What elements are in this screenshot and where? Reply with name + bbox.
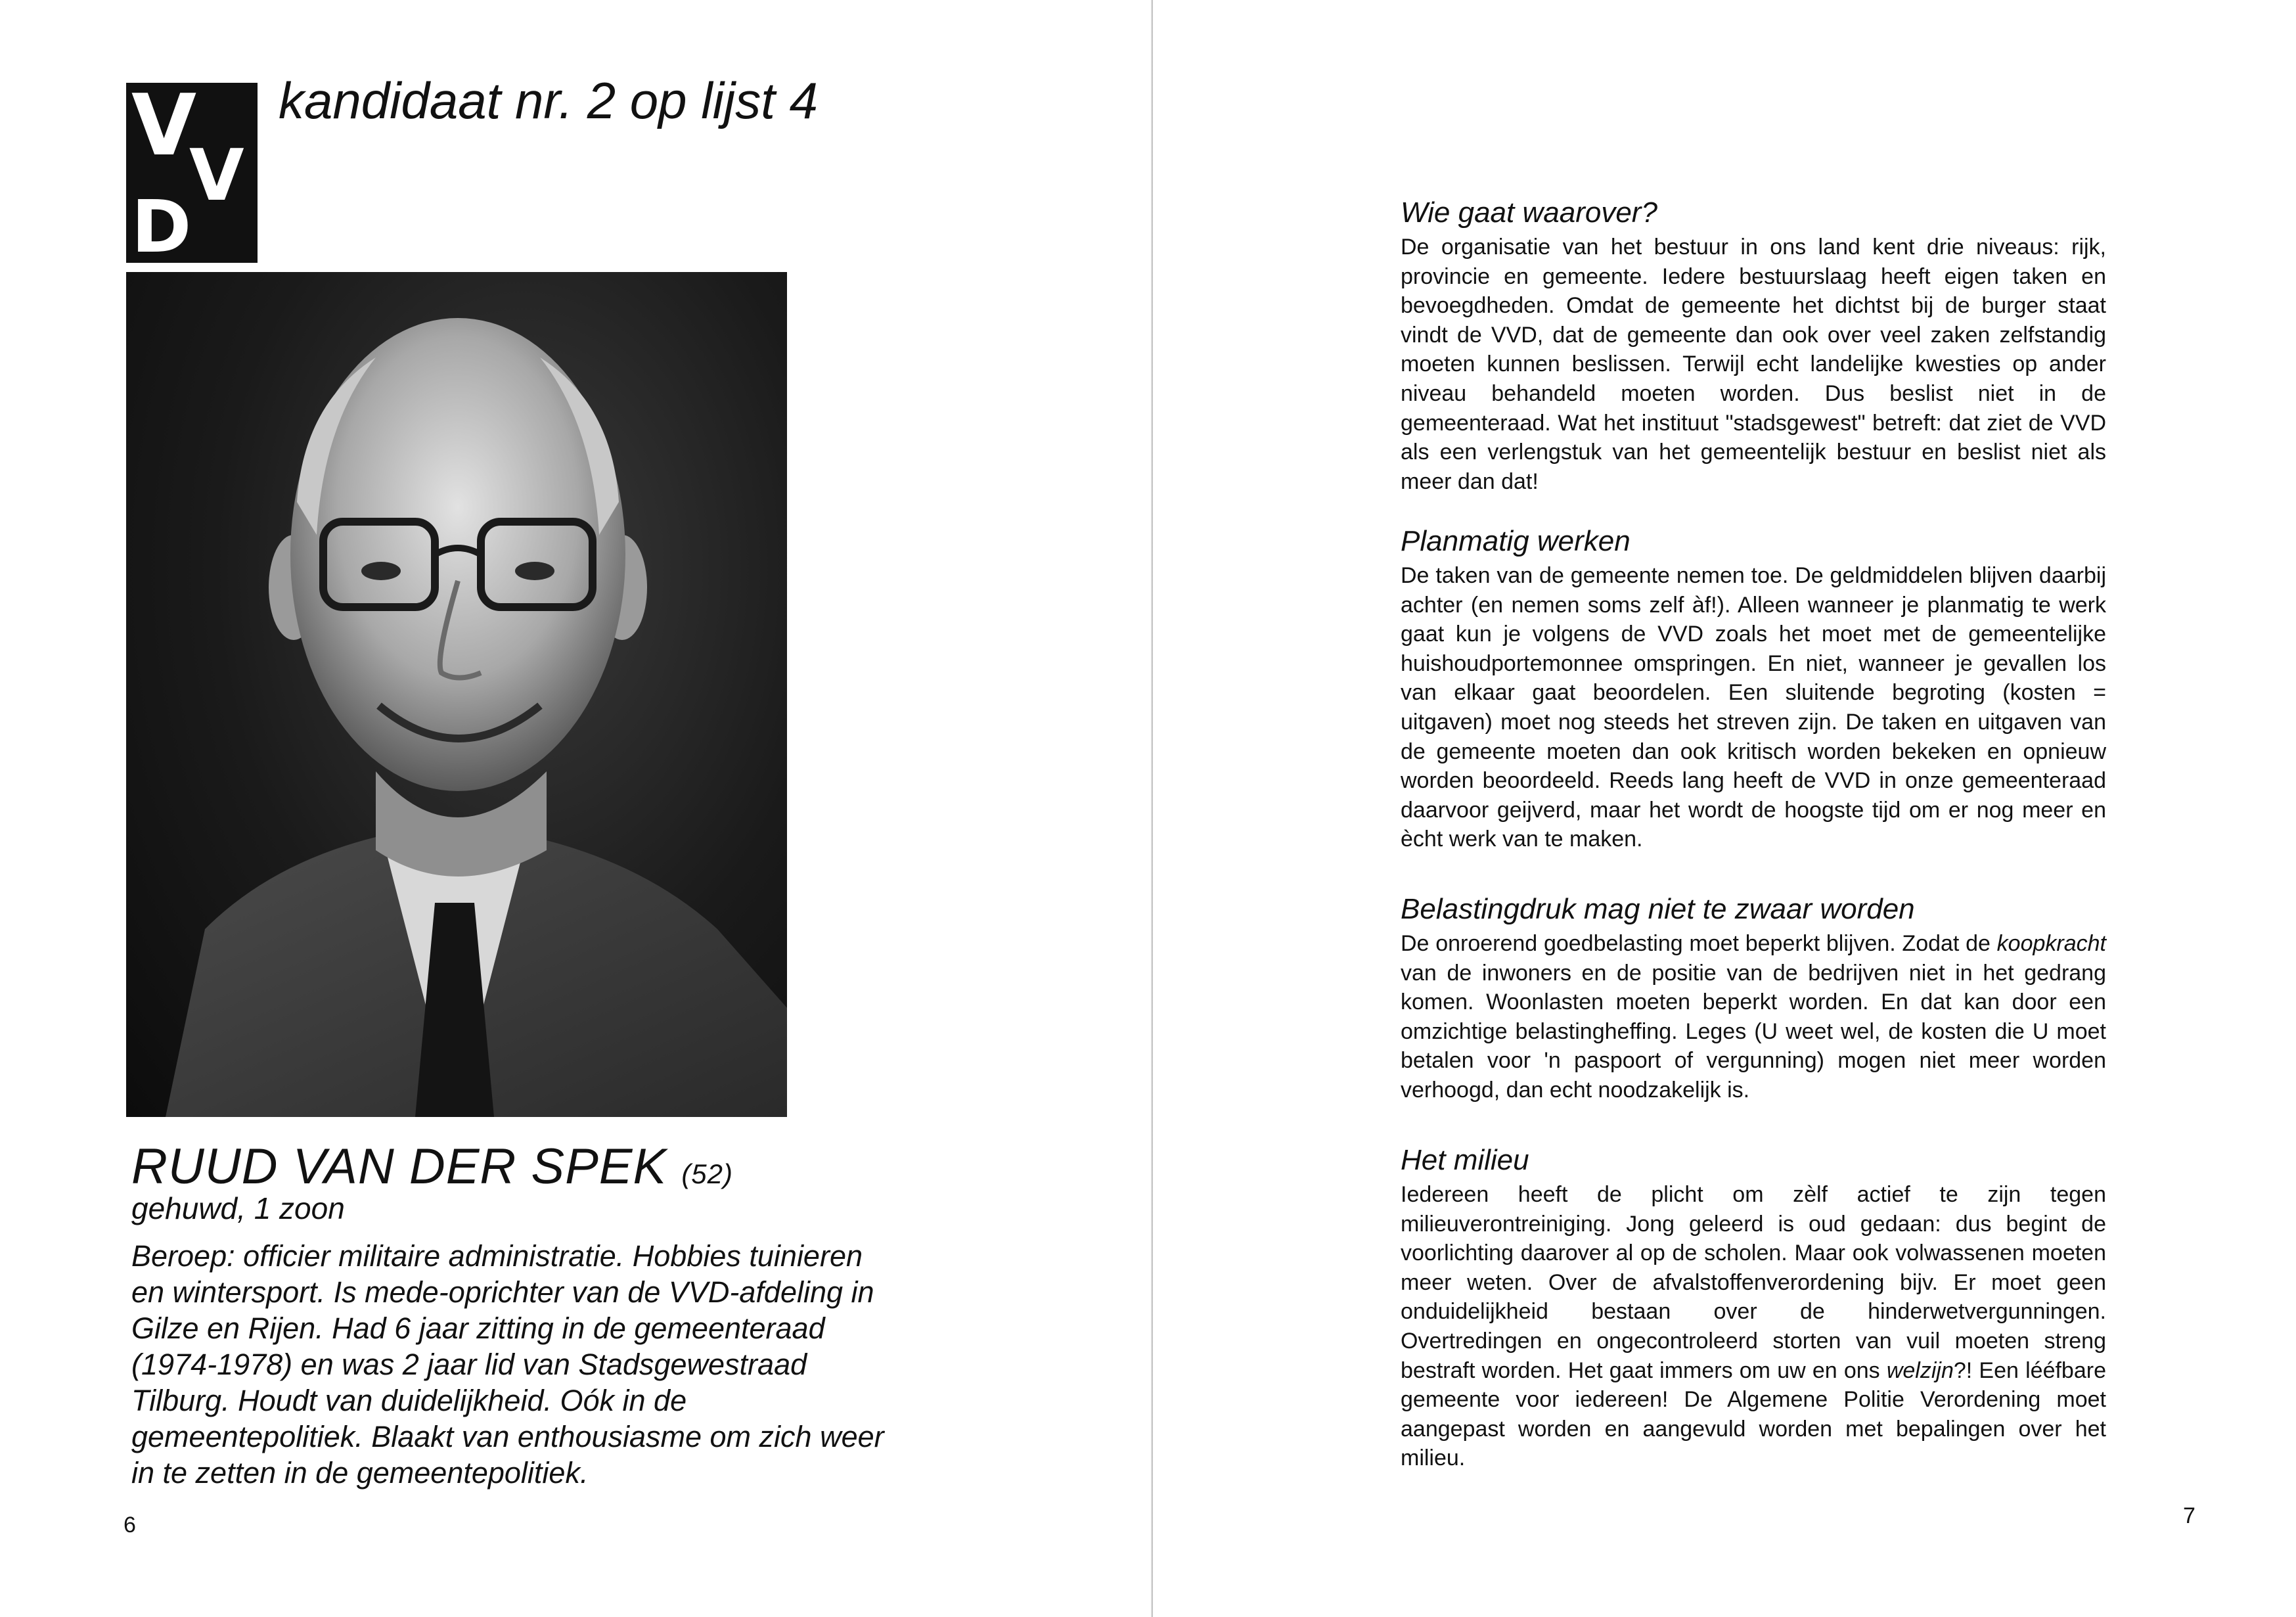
candidate-bio: Beroep: officier militaire administratie. Hobbies tuinieren en wintersport. Is mede-oprichter van de VVD-afdeling in Gilze en Rijen. Had 6 jaar zitting in de gemeenteraad (1974-1978) en was 2 jaar lid van Stadsgewestraad Tilburg. Houdt van duidelijkheid. Oók in de gemeentepolitiek. Blaakt van enthousiasme om zich weer in te zetten in de gemeentepolitiek. — [131, 1239, 884, 1490]
candidate-list-line: kandidaat nr. 2 op lijst 4 — [279, 72, 818, 129]
section-heading: Planmatig werken — [1401, 525, 1631, 557]
body-text: De onroerend goedbelasting moet beperkt blijven. Zodat de — [1401, 931, 1997, 956]
logo-letter: D — [131, 185, 192, 269]
page-number: 7 — [2183, 1503, 2195, 1528]
section-belastingdruk — [1401, 891, 2106, 1105]
body-text: ?! Een lééfbare gemeente voor iedereen! De Algemene Politie Verordening moet aangepast worden en aangevuld worden met bepalingen over het milieu. — [1401, 1357, 2106, 1471]
logo-letter: V — [189, 135, 244, 217]
page-number: 6 — [124, 1513, 136, 1537]
body-text: van de inwoners en de positie van de bedrijven niet in het gedrang komen. Woonlasten moeten beperkt worden. En dat kan door een omzichtige belastingheffing. Leges (U weet wel, de kosten die U moet betalen voor 'n paspoort of vergunning) mogen niet meer worden verhoogd, dan echt noodzakelijk is. — [1401, 960, 2106, 1103]
logo-letter: V — [131, 77, 197, 175]
section-heading: Belastingdruk mag niet te zwaar worden — [1401, 893, 1915, 925]
section-heading: Het milieu — [1401, 1144, 1529, 1176]
section-body — [1401, 1180, 2106, 1473]
section-heading: Wie gaat waarover? — [1401, 196, 1657, 229]
section-body — [1401, 929, 2106, 1105]
body-text: Iedereen heeft de plicht om zèlf actief te zijn tegen milieuverontreiniging. Jong geleerd is oud gedaan: dus begint de voorlichting daarover al op de scholen. Maar ook volwassenen moeten meer weten. Over de afvalstoffenverordening bijv. Er moet geen onduidelijkheid bestaan over de hinderwetvergunningen. Overtredingen en ongecontroleerd storten van vuil moeten streng bestraft worden. Het gaat immers om uw en ons — [1401, 1182, 2106, 1383]
section-body: De organisatie van het bestuur in ons land kent drie niveaus: rijk, provincie en gemeente. Iedere bestuurslaag heeft eigen taken en bevoegdheden. Omdat de gemeente het dichtst bij de burger staat vindt de VVD, dat de gemeente dan ook over veel zaken zelfstandig moeten kunnen beslissen. Terwijl echt landelijke kwesties op ander niveau behandeld moeten worden. Dus beslist niet in de gemeenteraad. Wat het instituut "stadsgewest" betreft: dat ziet de VVD als een verlengstuk van het gemeentelijk bestuur en beslist niet als meer dan dat! — [1401, 235, 2106, 494]
emphasis-welzijn: welzijn — [1886, 1357, 1954, 1383]
portrait-photo — [126, 272, 787, 1117]
emphasis-koopkracht: koopkracht — [1996, 931, 2106, 956]
portrait-illustration — [126, 272, 787, 1117]
candidate-age: (52) — [681, 1158, 734, 1189]
section-body: De taken van de gemeente nemen toe. De geldmiddelen blijven daarbij achter (en nemen soms zelf àf!). Alleen wanneer je planmatig te werk gaat kun je volgens de VVD zoals het moet met de gemeentelijke huishoudportemonnee omspringen. En niet, wanneer je gevallen los van elkaar gaat beoordelen. Een sluitende begroting (kosten = uitgaven) moet nog steeds het streven zijn. De taken en uitgaven van de gemeente moeten dan ook kritisch worden bekeken en opnieuw worden beoordeeld. Reeds lang heeft de VVD in onze gemeenteraad daarvoor geijverd, maar het wordt de hoogste tijd om er nog meer en ècht werk van te maken. — [1401, 563, 2106, 852]
candidate-name-text: RUUD VAN DER SPEK — [131, 1139, 667, 1195]
right-page — [1153, 0, 2296, 1617]
candidate-name — [131, 1138, 733, 1195]
section-planmatig-werken — [1401, 523, 2106, 854]
candidate-status: gehuwd, 1 zoon — [131, 1191, 345, 1225]
section-het-milieu — [1401, 1142, 2106, 1473]
section-wie-gaat-waarover — [1401, 194, 2106, 496]
vvd-logo — [126, 77, 258, 269]
